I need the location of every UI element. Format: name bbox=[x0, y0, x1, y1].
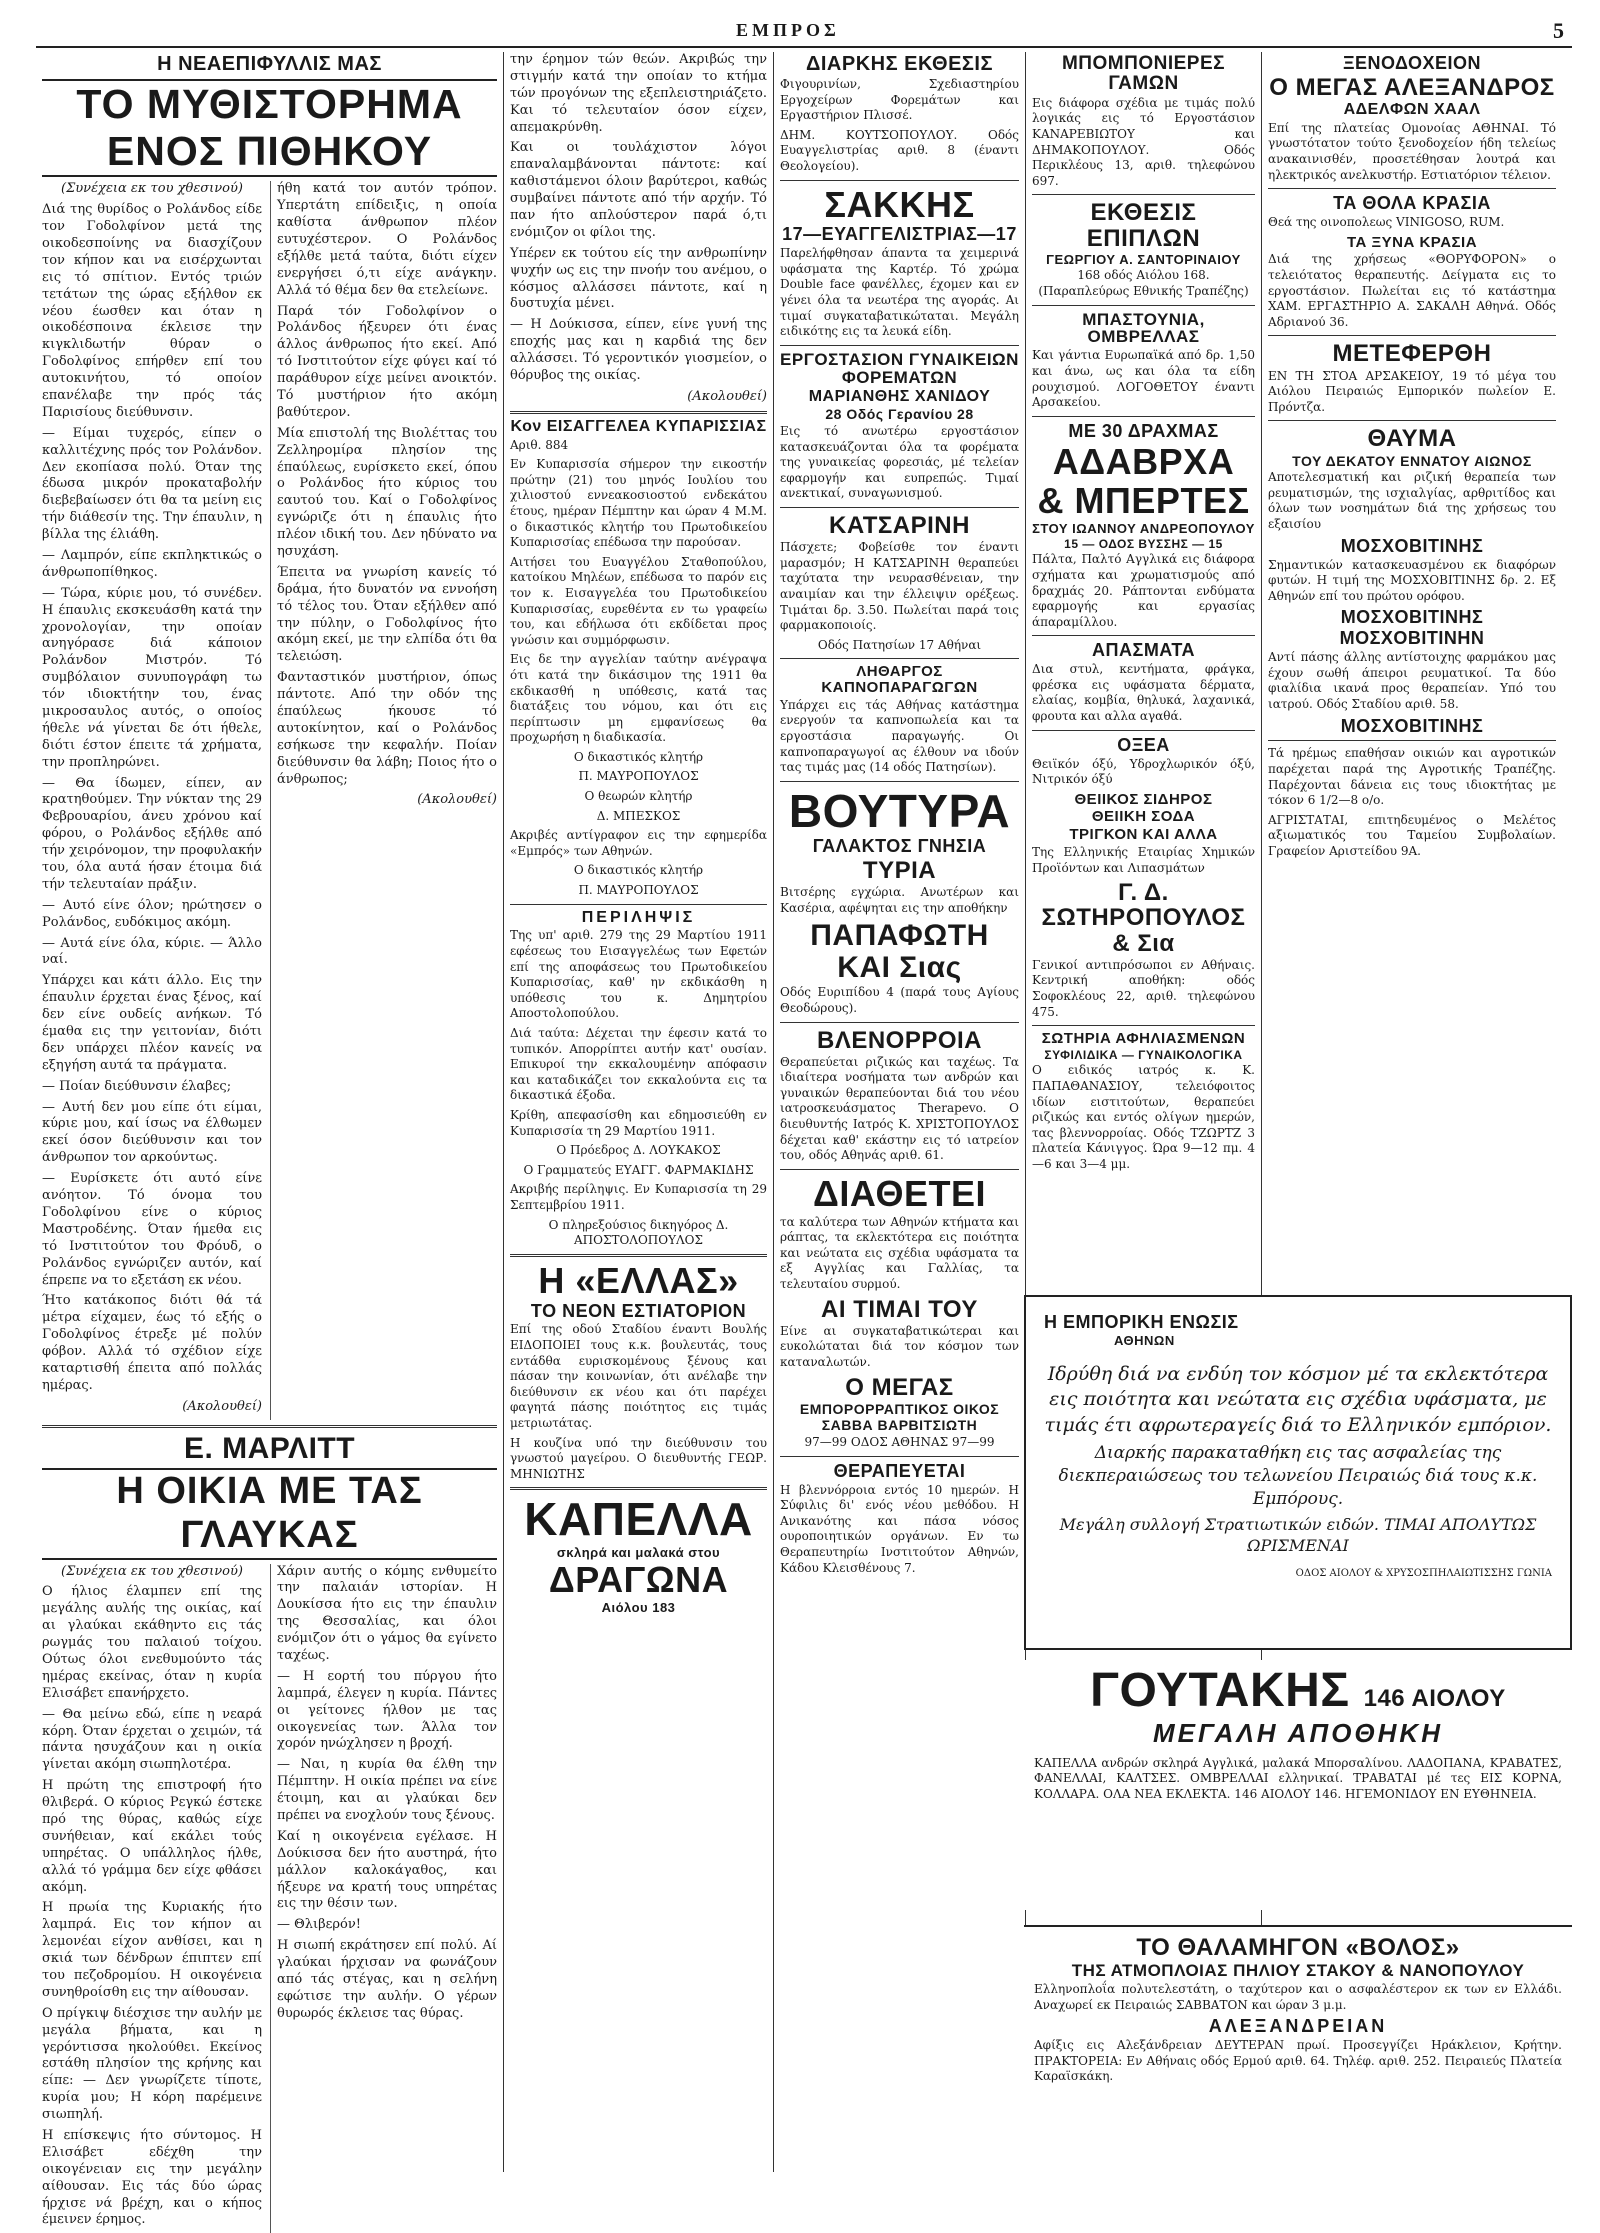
serial-paragraph: Η σιωπή εκράτησεν επί πολύ. Αί γλαύκαι ήρχισαν να φωνάζουν από τάς στέγας, και η σελήνη εφώτισε την αυλήν. Ο γέρων θυρωρός έκλεισε τας θύρας. bbox=[277, 1938, 497, 2022]
divider bbox=[780, 507, 1019, 508]
ad-text: Θεά της οινοπολεως VINIGOSO, RUM. bbox=[1268, 215, 1556, 231]
divider bbox=[510, 1254, 767, 1257]
ad-hats-subtitle: σκληρά και μαλακά στου bbox=[510, 1546, 767, 1560]
ad-heading: Ο ΜΕΓΑΣ bbox=[780, 1375, 1019, 1400]
ad-ellas-text: Επί της οδού Σταδίου έναντι Βουλής ΕΙΔΟΠΟΙΕΙ τους κ.κ. βουλευτάς, τους εντάδθα ευρισκομένους ξένους και πάσαν την κοινωνίαν, ότι ανέλαβε την διεύθυνσιν εκ νέου και ότι παρέχει φαγητά πάσης ποιότητος εις τιμάς μετριωτάτας. bbox=[510, 1322, 767, 1431]
divider bbox=[780, 781, 1019, 782]
section-heading: Η ΝΕΑΕΠΙΦΥΛΛΙΣ ΜΑΣ bbox=[42, 54, 497, 75]
ad-heading: ΔΙΑΡΚΗΣ ΕΚΘΕΣΙΣ bbox=[780, 54, 1019, 75]
divider bbox=[780, 345, 1019, 346]
ad-heading: ΑΙ ΤΙΜΑΙ ΤΟΥ bbox=[780, 1297, 1019, 1322]
divider bbox=[780, 658, 1019, 659]
divider bbox=[510, 1487, 767, 1490]
summary-paragraph: Διά ταύτα: Δέχεται την έφεσιν κατά το τυπικόν. Απορρίπτει αυτήν κατ' ουσίαν. Επικυροί την εκκαλουμένην απόφασιν και καταδικάζει τον εκκαλούντα εις τα δικαστικά έξοδα. bbox=[510, 1026, 767, 1104]
divider bbox=[1268, 335, 1556, 336]
ad-text: Η βλεννόρροια εντός 10 ημερών. Η Σύφιλις δι' ενός νέου μεθόδου. Η Ανικανότης και πάσα νόσος ουροποιητικών οργάνων. Εν τω Θεραπευτηρίω Ινστιτούτον Αθηνών, Κάδου Κλεισθένους 7. bbox=[780, 1483, 1019, 1577]
divider bbox=[780, 180, 1019, 181]
divider bbox=[1032, 305, 1255, 306]
summary-paragraph: Κρίθη, απεφασίσθη και εδημοσιεύθη εν Κυπαρισσία τη 29 Μαρτίου 1911. bbox=[510, 1108, 767, 1139]
ad-heading: ΣΑΚΚΗΣ bbox=[780, 186, 1019, 224]
notice-signature: Ακριβές αντίγραφον εις την εφημερίδα «Εμπρός» των Αθηνών. bbox=[510, 828, 767, 859]
ad-text: Ο ειδικός ιατρός κ. Κ. ΠΑΠΑΘΑΝΑΣΙΟΥ, τελειόφοιτος ιδίων ειστιτούτων, θεραπεύει ριζικώς και εντός ολίγων ημερών, τας βλεννορροίας. Οδός ΤΖΩΡΤΖ 3 πλατεία Κάνιγγος. Ώρα 9—12 πμ. 4—6 και 3—4 μμ. bbox=[1032, 1063, 1255, 1172]
ad-text: Επί της πλατείας Ομονοίας ΑΘΗΝΑΙ. Τό γνωστότατον τούτο ξενοδοχείον ήδη τελείως ανακαινισθέν, προσετέθησαν λουτρά και ηλεκτρικός ανελκυστήρ. Εστιατόριον τέλειον. bbox=[1268, 121, 1556, 183]
ad-heading: ΑΠΑΣΜΑΤΑ bbox=[1032, 641, 1255, 660]
serial-paragraph: Παρά τόν Γοδολφίνον ο Ρολάνδος ήξευρεν ότι ένας άλλος άνθρωπος ήτο εκεί. Από τό Ινστιτούτον είχε φύγει καί τό παράθυρον είχε μείνει ανοικτόν. Τό μυστήριον ήτο ακόμη βαθύτερον. bbox=[277, 304, 497, 422]
ad-subheading: ΣΥΦΙΛΙΔΙΚΑ — ΓΥΝΑΙΚΟΛΟΓΙΚΑ bbox=[1032, 1049, 1255, 1062]
notice-heading: Κον ΕΙΣΑΓΓΕΛΕΑ ΚΥΠΑΡΙΣΣΙΑΣ bbox=[510, 419, 767, 436]
ad-heading: ΔΙΑΘΕΤΕΙ bbox=[780, 1175, 1019, 1213]
serial-paragraph: Η πρώτη της επιστροφή ήτο θλιβερά. Ο κύριος Ρεγκώ έστεκε πρό της θύρας, καθώς είχε συνήθειαν, καί εκάλει τούς υπηρέτας. Ο υπάλληλος ήλθε, αλλά τό γράμμα δεν είχε φθάσει ακόμη. bbox=[42, 1778, 262, 1896]
serial-paragraph: — Θλιβερόν! bbox=[277, 1917, 497, 1934]
ad-subheading: ΘΕΙΙΚΟΣ ΣΙΔΗΡΟΣ bbox=[1032, 792, 1255, 808]
ad-text: Αποτελεσματική και ριζική θεραπεία των ρευματισμών, της ισχιαλγίας, αρθριτίδος και όλων των νοσημάτων διά της χρήσεως του εξαισίου bbox=[1268, 470, 1556, 532]
divider bbox=[42, 1425, 497, 1428]
ad-heading: ΜΠΑΣΤΟΥΝΙΑ, ΟΜΒΡΕΛΛΑΣ bbox=[1032, 311, 1255, 347]
ad-heading: ΚΑΤΣΑΡΙΝΗ bbox=[780, 513, 1019, 538]
ad-subheading: ΤΟΥ ΔΕΚΑΤΟΥ ΕΝΝΑΤΟΥ ΑΙΩΝΟΣ bbox=[1268, 454, 1556, 469]
ad-text: Οδός Πατησίων 17 Αθήναι bbox=[780, 638, 1019, 654]
serial-paragraph: Καί η οικογένεια εγέλασε. Η Δούκισσα δεν ήτο αυστηρά, ήτο μάλλον καλοκάγαθος, και ήξευρε να κρατή τους υπηρέτας εις την θέσιν των. bbox=[277, 1829, 497, 1913]
masthead-name: ΕΜΠΡΟΣ bbox=[736, 20, 840, 41]
ad-heading: ΞΕΝΟΔΟΧΕΙΟΝ bbox=[1268, 54, 1556, 73]
serial-paragraph: — Ναι, η κυρία θα έλθη την Πέμπτην. Η οικία πρέπει να είνε έτοιμη, και αι γλαύκαι δεν πρέπει να ενοχλούν τους ξένους. bbox=[277, 1757, 497, 1825]
ad-heading: ΣΩΤΗΡΙΑ ΑΦΗΛΙΑΣΜΕΝΩΝ bbox=[1032, 1031, 1255, 1047]
summary-signature: Ο Γραμματεύς ΕΥΑΓΓ. ΦΑΡΜΑΚΙΔΗΣ bbox=[510, 1163, 767, 1179]
divider bbox=[780, 1169, 1019, 1170]
serial-paragraph: — Αυτά είνε όλα, κύριε. — Άλλο ναί. bbox=[42, 936, 262, 970]
ad-heading: ΑΔΑΒΡΧΑ bbox=[1032, 443, 1255, 481]
serial-paragraph: Η επίσκεψις ήτο σύντομος. Η Ελισάβετ εδέχθη την οικογένειαν εις την μεγάλην αίθουσαν. Εις τάς δύο ώρας ήρχισε νά βρέχη, και ο κήπος έμεινεν έρημος. bbox=[42, 2128, 262, 2229]
ad-subheading: 15 — ΟΔΟΣ ΒΥΣΣΗΣ — 15 bbox=[1032, 538, 1255, 551]
serial2-body bbox=[42, 1564, 497, 2233]
summary-paragraph: Της υπ' αριθ. 279 της 29 Μαρτίου 1911 εφέσεως του Εισαγγελέως των Εφετών επί της αποφάσεως του Πρωτοδικείου Κυπαρισσίας, καθ' ην εκδικάσθη η υπόθεσις του κ. Δημητρίου Αποστολοπούλου. bbox=[510, 928, 767, 1022]
divider bbox=[1032, 194, 1255, 195]
ad-subheading: ΣΑΒΒΑ ΒΑΡΒΙΤΣΙΩΤΗ bbox=[780, 1418, 1019, 1433]
ad-text: Είνε αι συγκαταβατικώτεραι και ευκολώταται διά τον κόσμον των καταναλωτών. bbox=[780, 1324, 1019, 1371]
column-ads-1 bbox=[774, 52, 1026, 2172]
serial-paragraph: — Ποίαν διεύθυνσιν έλαβες; bbox=[42, 1079, 262, 1096]
ad-heading: ΠΑΠΑΦΩΤΗ ΚΑΙ Σιας bbox=[780, 920, 1019, 983]
ad-text: Παρελήφθησαν άπαντα τα χειμερινά υφάσματα της Καρτέρ. Τό χρώμα Double face φανέλλες, έχομεν και εν γένει όλα τα νεωτέρα της αγοράς. Αι τιμαί συγκαταβατικώταται. Μεγάλη ειδικότης εις τα λευκά είδη. bbox=[780, 246, 1019, 340]
notice-paragraph: Αιτήσει του Ευαγγέλου Σταθοπούλου, κατοίκου Μηλέων, επέδωσα το παρόν εις τον κ. Εισαγγελέα του Πρωτοδικείου Κυπαρισσίας, ευρεθέντα εν τω γραφείω του, και εδήλωσα ότι εκδίδεται προς γνώσιν και συμμόρφωσιν. bbox=[510, 555, 767, 649]
divider bbox=[1268, 188, 1556, 189]
ad-text: Εις διάφορα σχέδια με τιμάς πολύ λογικάς εις τό Εργοστάσιον ΚΑΝΑΡΕΒΙΩΤΟΥ και ΔΗΜΑΚΟΠΟΥΛΟΥ. Οδός Περικλέους 13, αριθ. τηλεφώνου 697. bbox=[1032, 96, 1255, 190]
article-paragraph: Υπέρεν εκ τούτου είς την ανθρωπίνην ψυχήν ως εις την πνοήν του ανέμου, ο κόσμος αλλάσσει πάντοτε, καί η δυστυχία μένει. bbox=[510, 246, 767, 314]
ad-text: 168 οδός Αιόλου 168. (Παραπλεύρως Εθνικής Τραπέζης) bbox=[1032, 268, 1255, 299]
ad-heading: ΤΟ ΘΑΛΑΜΗΓΟΝ «ΒΟΛΟΣ» bbox=[1034, 1935, 1562, 1960]
ad-heading: ΟΞΕΑ bbox=[1032, 736, 1255, 755]
to-be-continued: (Ακολουθεί) bbox=[510, 389, 767, 406]
ad-goutakis bbox=[1024, 1660, 1572, 1910]
serial-to-be-continued: (Ακολουθεί) bbox=[42, 1399, 262, 1416]
serial-paragraph: Ήτο κατάκοπος διότι θά τά μέτρα είχαμεν, έως τό εξής ο Γοδολφίνος έτρεξε μέ πολύν φόβον. Αλλά τό σχέδιον είχε καταρτισθή έπειτα από πολλάς ημέρας. bbox=[42, 1293, 262, 1394]
ad-subheading: ΜΕΓΑΛΗ ΑΠΟΘΗΚΗ bbox=[1034, 1720, 1562, 1747]
ad-text: Βιτσέρης εγχώρια. Ανωτέρων και Κασέρια, αφέψηται εις την αποθήκην bbox=[780, 885, 1019, 916]
ad-heading: ΘΕΡΑΠΕΥΕΤΑΙ bbox=[780, 1462, 1019, 1481]
ad-text: Της Ελληνικής Εταιρίας Χημικών Προϊόντων και Λιπασμάτων bbox=[1032, 845, 1255, 876]
ad-ellas-text: Η κουζίνα υπό την διεύθυνσιν του γνωστού μαγείρου. Ο διευθυντής ΓΕΩΡ. ΜΗΝΙΩΤΗΣ bbox=[510, 1436, 767, 1483]
ad-hats-address: Αιόλου 183 bbox=[510, 1601, 767, 1615]
divider bbox=[1032, 730, 1255, 731]
serial-paragraph: Διά της θυρίδος ο Ρολάνδος είδε τον Γοδολφίνον μετά της οικοδεσποίνης να διασχίζουν τον κήπον και να εισέρχωνται εις τό σπίτιον. Εντός τριών τετάτων της ώρας εξήλθον εκ νέου έωσθεν και όταν η οικοδέσποινα έκλεισε την κιγκλιδωτήν θύραν ο Γοδολφίνος επήρθεν επί του αυτοκινήτου, τό οποίον επανέλαβε την πρός τάς Παρισίους διεύθυνσιν. bbox=[42, 202, 262, 422]
serial2-author: Ε. ΜΑΡΛΙΤΤ bbox=[42, 1433, 497, 1465]
summary-heading: ΠΕΡΙΛΗΨΙΣ bbox=[510, 910, 767, 927]
ad-heading: Ο ΜΕΓΑΣ ΑΛΕΞΑΝΔΡΟΣ bbox=[1268, 75, 1556, 100]
summary-signature: Ο Πρόεδρος Δ. ΛΟΥΚΑΚΟΣ bbox=[510, 1143, 767, 1159]
ad-heading: ΜΟΣΧΟΒΙΤΙΝΗΝ bbox=[1268, 629, 1556, 648]
ad-subheading: 146 ΑΙΟΛΟΥ bbox=[1364, 1686, 1506, 1711]
ad-text: Ελληνοπλοΐα πολυτελεστάτη, ο ταχύτερον και ο ασφαλέστερον εκ των εν Ελλάδι. Αναχωρεί εκ Πειραιώς ΣΑΒΒΑΤΟΝ και ώραν 3 μ.μ. bbox=[1034, 1982, 1562, 2013]
article-paragraph: — Η Δούκισσα, είπεν, είνε γυνή της εποχής μας και η καρδιά της δεν αλλάσσει. Τό γεροντικόν γιοσμείον, ο θόρυβος της οικίας. bbox=[510, 317, 767, 385]
ad-text: Αντί πάσης άλλης αντίστοιχης φαρμάκου μας έχουν σωθή άπειροι ρευματικοί. Τα δύο φιαλίδια ικανά προς θεραπείαν. Υπό του ιατρού. Οδός Σταδίου αριθ. 58. bbox=[1268, 650, 1556, 712]
ad-text: Οδός Ευριπίδου 4 (παρά τους Αγίους Θεοδώρους). bbox=[780, 985, 1019, 1016]
serial-paragraph: Χάριν αυτής ο κόμης ενθυμείτο την παλαιάν ιστορίαν. Η Δουκίσσα ήτο εις την έπαυλιν της Θεσσαλίας, και όλοι ενόμιζον ότι ο γάμος θα εγίνετο ταχέως. bbox=[277, 1564, 497, 1665]
ad-heading: ΜΟΣΧΟΒΙΤΙΝΗΣ bbox=[1268, 608, 1556, 627]
ad-text: Φιγουρινίων, Σχεδιαστηρίου Εργοχείρων Φορεμάτων και Εργαστήριον Πλισσέ. bbox=[780, 77, 1019, 124]
ad-text: ΚΑΠΕΛΛΑ ανδρών σκληρά Αγγλικά, μαλακά Μπορσαλίνου. ΛΑΔΟΠΑΝΑ, ΚΡΑΒΑΤΕΣ, ΦΑΝΕΛΛΑΙ, ΚΑΛΤΣΕΣ. ΟΜΒΡΕΛΛΑΙ ελληνικαί. ΤΡΑΒΑΤΑΙ μέ τες ΕΙΣ ΚΟΡΝΑ, ΚΟΛΛΑΡΑ. ΟΛΑ ΝΕΑ ΕΚΛΕΚΤΑ. 146 ΑΙΟΛΟΥ 146. ΗΓΕΜΟΝΙΔΟΥ ΕΝ ΕΥΘΗΝΕΙΑ. bbox=[1034, 1756, 1562, 1803]
serial-paragraph: Υπάρχει και κάτι άλλο. Εις την έπαυλιν έρχεται ένας ξένος, καί δεν είνε ουδείς ανήκων. Τό έμαθα εις την γειτονίαν, διότι δεν υπάρχει πλέον κανείς να εξηγήση αυτά τα πράγματα. bbox=[42, 973, 262, 1074]
ad-heading: ΕΚΘΕΣΙΣ ΕΠΙΠΛΩΝ bbox=[1032, 200, 1255, 250]
ad-subheading: ΓΕΩΡΓΙΟΥ Α. ΣΑΝΤΟΡΙΝΑΙΟΥ bbox=[1032, 253, 1255, 267]
serial-paragraph: — Ευρίσκετε ότι αυτό είνε ανόητον. Τό όνομα του Γοδολφίνου είνε ο κύριος Μαστροδένης. Όταν ήμεθα εις τό Ινστιτούτον του Φρόυδ, ο Ρολάνδος εγνώριζεν αυτόν, καί έπρεπε να το εξετάση εκ νέου. bbox=[42, 1171, 262, 1289]
serial-paragraph: — Αυτή δεν μου είπε ότι είμαι, κύριε μου, καί ίσως να έλθωμεν εκεί όσον διεύθυνσιν και τον άνθρωπον τον αρκούντως. bbox=[42, 1100, 262, 1168]
notice-paragraph: Εν Κυπαρισσία σήμερον την εικοστήν πρώτην (21) του μηνός Ιουλίου του χιλιοστού εννεακοσιοστού ενδεκάτου έτους, ημέραν Πέμπτην και ώραν 4 Μ.Μ. ο δικαστικός κλητήρ του Πρωτοδικείου Κυπαρισσίας επέδωσα την παρούσαν. bbox=[510, 457, 767, 551]
serial-paragraph: — Θα ίδωμεν, είπεν, αν κρατηθούμεν. Την νύκταν της 29 Φεβρουαρίου, άνευ χρόνου καί φόρου, ο Ρολάνδος εξήλθε από τήν χειρόνομον, την προφυλακήν του, όλα αυτά ήσαν έτοιμα διά τήν τελευταίαν πράξιν. bbox=[42, 776, 262, 894]
divider bbox=[780, 1456, 1019, 1457]
ad-text: Διά της χρήσεως «ΘΟΡΥΦΟΡΟΝ» ο τελειότατος θεραπευτής. Δείγματα εις το εργοστάσιον. Πωλείται εις τό κατάστημα ΧΑΜ. ΕΡΓΑΣΤΗΡΙΟ Α. ΣΑΚΑΛΗ Αθηνά. Οδός Αδριανού 36. bbox=[1268, 252, 1556, 330]
notice-signature: Ο δικαστικός κλητήρ bbox=[510, 863, 767, 879]
masthead bbox=[36, 20, 1572, 48]
ad-subheading: ΓΑΛΑΚΤΟΣ ΓΝΗΣΙΑ bbox=[780, 837, 1019, 856]
ad-subheading: ΜΑΡΙΑΝΘΗΣ ΧΑΝΙΔΟΥ bbox=[780, 389, 1019, 406]
divider bbox=[780, 1022, 1019, 1023]
notice-signature: Π. ΜΑΥΡΟΠΟΥΛΟΣ bbox=[510, 883, 767, 899]
article-paragraph: Και οι τουλάχιστον λόγοι επαναλαμβάνονται πάντοτε: καί καθιστάμενοι όλοιν βαρύτεροι, καθώς συμβαίνει πάντοτε από τήν αρχήν. Τό παν ήτο απλούστερον παρά ό,τι ενόμιζον οι φίλοι της. bbox=[510, 140, 767, 241]
ad-text: Υπάρχει εις τάς Αθήνας κατάστημα ενεργούν τα καπνοπωλεία και τα εργοστάσια παραγωγής. Οι καπνοπαραγωγοί ας έλθουν να ιδούν τας τιμάς μας (14 οδός Πατησίων). bbox=[780, 698, 1019, 776]
ad-subheading: ΑΛΕΞΑΝΔΡΕΙΑΝ bbox=[1034, 2017, 1562, 2036]
ad-subheading: 17—ΕΥΑΓΓΕΛΙΣΤΡΙΑΣ—17 bbox=[780, 225, 1019, 244]
ad-text: ΑΓΡΙΣΤΑΤΑΙ, επιτηδευμένος ο Μελέτος αξιωματικός του Ταμείου Συμβολαίων. Γραφείον Αριστείδου 9Α. bbox=[1268, 813, 1556, 860]
ad-text: Γενικοί αντιπρόσωποι εν Αθήναις. Κεντρική αποθήκη: οδός Σοφοκλέους 22, αριθ. τηλεφώνου 475. bbox=[1032, 958, 1255, 1020]
ad-steamship-volos bbox=[1024, 1925, 1572, 2175]
ad-subheading: ΕΜΠΟΡΟΡΡΑΠΤΙΚΟΣ ΟΙΚΟΣ bbox=[780, 1402, 1019, 1417]
ad-subheading: ΤΑ ΞΥΝΑ ΚΡΑΣΙΑ bbox=[1268, 235, 1556, 251]
ad-heading: Γ. Δ. ΣΩΤΗΡΟΠΟΥΛΟΣ & Σια bbox=[1032, 880, 1255, 956]
ad-text: ΕΝ ΤΗ ΣΤΟΑ ΑΡΣΑΚΕΙΟΥ, 19 τό μέγα του Αιόλου Πειραιώς Εμπορικόν πωλείον Ε. Πρόντζα. bbox=[1268, 369, 1556, 416]
ad-hats-title: ΚΑΠΕΛΛΑ bbox=[510, 1495, 767, 1543]
ad-heading: ΜΠΟΜΠΟΝΙΕΡΕΣ ΓΑΜΩΝ bbox=[1032, 54, 1255, 94]
ad-subheading: 28 Οδός Γερανίου 28 bbox=[780, 407, 1019, 422]
article-paragraph: την έρημον τών θεών. Ακριβώς την στιγμήν κατά την οποίαν το κτήμα τών προγόνων της εξεπλειστηριάζετο. Και τό τελευταίον όσον είχεν, απεμακρύνθη. bbox=[510, 52, 767, 136]
summary-paragraph: Ακριβής περίληψις. Εν Κυπαρισσία τη 29 Σεπτεμβρίου 1911. bbox=[510, 1182, 767, 1213]
divider bbox=[510, 411, 767, 414]
ad-heading: ΛΗΘΑΡΓΟΣ ΚΑΠΝΟΠΑΡΑΓΩΓΩΝ bbox=[780, 664, 1019, 696]
divider bbox=[1268, 740, 1556, 741]
ad-heading: ΒΛΕΝΟΡΡΟΙΑ bbox=[780, 1028, 1019, 1053]
serial-continuation: (Συνέχεια εκ του χθεσινού) bbox=[42, 181, 262, 198]
ad-text: Ιδρύθη διά να ενδύη τον κόσμον μέ τα εκλεκτότερα εις ποιότητα και νεώτατα εις σχέδια υφάσματα, με τιμάς έτι αφρωτεραγείς διά το Ελληνικόν εμπόριον. bbox=[1044, 1362, 1552, 1439]
ad-text: Σημαντικών κατασκευασμένου εκ διαφόρων φυτών. Η τιμή της ΜΟΣΧΟΒΙΤΙΝΗΣ δρ. 2. Εξ Αθηνών επί του πρώτου ορόφου. bbox=[1268, 558, 1556, 605]
ad-text: Εις τό ανωτέρω εργοστάσιον κατασκευάζονται όλα τα φορέματα της γυναικείας φορεσιάς, μέ τελείαν εφαρμογήν και ευπρεπώς. Τιμαί ανεκτικαί, συναγωνισμού. bbox=[780, 424, 1019, 502]
ad-text: Μεγάλη συλλογή Στρατιωτικών ειδών. ΤΙΜΑΙ ΑΠΟΛΥΤΩΣ ΩΡΙΣΜΕΝΑΙ bbox=[1044, 1515, 1552, 1557]
ad-address: ΟΔΟΣ ΑΙΟΛΟΥ & ΧΡΥΣΟΣΠΗΛΑΙΩΤΙΣΣΗΣ ΓΩΝΙΑ bbox=[1044, 1567, 1552, 1580]
divider bbox=[1032, 635, 1255, 636]
ad-text: 97—99 ΟΔΟΣ ΑΘΗΝΑΣ 97—99 bbox=[780, 1435, 1019, 1451]
serial-paragraph: — Η εορτή του πύργου ήτο λαμπρά, έλεγεν η κυρία. Πάντες οι γείτονες ήλθον με τας οικογενείας των. Άλλα τον χορόν ηνώχλησεν η βροχή. bbox=[277, 1669, 497, 1753]
ad-subheading: ΑΘΗΝΩΝ bbox=[1044, 1334, 1552, 1348]
serial-paragraph: — Θα μείνω εδώ, είπε η νεαρά κόρη. Όταν έρχεται ο χειμών, τά πάντα ησυχάζουν και η οικία γίνεται ακόμη σιωπηλοτέρα. bbox=[42, 1707, 262, 1775]
serial-paragraph: Φανταστικόν μυστήριον, όπως πάντοτε. Από την οδόν της έπαύλεως ήκουσε τό αυτοκίνητον, καί ο Ρολάνδος εσήκωσε την κεφαλήν. Ποίαν διεύθυνσιν θα λάβη; Ποιος ήτο ο άνθρωπος; bbox=[277, 670, 497, 788]
serial2-title: Η ΟΙΚΙΑ ΜΕ ΤΑΣ ΓΛΑΥΚΑΣ bbox=[42, 1468, 497, 1559]
serial-to-be-continued: (Ακολουθεί) bbox=[277, 792, 497, 809]
ad-subheading: ΤΗΣ ΑΤΜΟΠΛΟΙΑΣ ΠΗΛΙΟΥ ΣΤΑΚΟΥ & ΝΑΝΟΠΟΥΛΟΥ bbox=[1034, 1962, 1562, 1980]
serial-title: ΤΟ ΜΥΘΙΣΤΟΡΗΜΑ ΕΝΟΣ ΠΙΘΗΚΟΥ bbox=[42, 79, 497, 177]
ad-text: Αφίξις εις Αλεξάνδρειαν ΔΕΥΤΕΡΑΝ πρωί. Προσεγγίζει Ηράκλειον, Κρήτην. ΠΡΑΚΤΟΡΕΙΑ: Εν Αθήναις οδός Ερμού αριθ. 64. Τηλέφ. αριθ. 252. Πειραιεύς Πλατεία Καραϊσκάκη. bbox=[1034, 2038, 1562, 2085]
divider bbox=[1032, 416, 1255, 417]
ad-text: τα καλύτερα των Αθηνών κτήματα και ράπτας, τα εκλεκτότερα εις ποιότητα και νεώτατα εις σχέδια υφάσματα τα εξ Αγγλίας και Γαλλίας, τα τελευταίου συρμού. bbox=[780, 1215, 1019, 1293]
ad-heading: ΜΕ 30 ΔΡΑΧΜΑΣ bbox=[1032, 422, 1255, 441]
summary-signature: Ο πληρεξούσιος δικηγόρος Δ. ΑΠΟΣΤΟΛΟΠΟΥΛΟΣ bbox=[510, 1218, 767, 1249]
ad-text: Δια στυλ, κεντήματα, φράγκα, φρέσκα εις υφάσματα δέρματα, ελαίας, κομβία, θηλυκά, λαχανικά, φρουτα και αλλα αγαθά. bbox=[1032, 662, 1255, 724]
notice-signature: Δ. ΜΠΕΣΚΟΣ bbox=[510, 809, 767, 825]
notice-signature: Ο θεωρών κλητήρ bbox=[510, 789, 767, 805]
column-notices bbox=[504, 52, 774, 2172]
ad-hats-shop: ΔΡΑΓΩΝΑ bbox=[510, 1561, 767, 1599]
ad-heading: ΘΑΥΜΑ bbox=[1268, 426, 1556, 451]
page-number: 5 bbox=[1553, 18, 1564, 44]
ad-text: Θειϊκόν όξύ, Υδροχλωρικόν όξύ, Νιτρικόν όξύ bbox=[1032, 757, 1255, 788]
notice-paragraph: Εις δε την αγγελίαν ταύτην ανέγραψα ότι κατά την δικάσιμον της 1911 θα εκδικασθή η υπόθεσις, κατά τας διατάξεις του νόμου, και ότι εις περίπτωσιν μη εμφανίσεως θα προχωρήση η διαδικασία. bbox=[510, 652, 767, 746]
ad-text: Πάσχετε; Φοβείσθε τον έναντι μαρασμόν; Η ΚΑΤΣΑΡΙΝΗ θεραπεύει ταχύτατα την νευρασθένειαν, την αναιμίαν και την έλλειψιν ορέξεως. Τιμάται δρ. 3.50. Πωλείται παρά τοις φαρμακοποιοίς. bbox=[780, 540, 1019, 634]
serial-paragraph: Ο πρίγκιψ διέσχισε την αυλήν με μεγάλα βήματα, και η γερόντισσα ηκολούθει. Εκείνος εστάθη πλησίον της κρήνης και είπε: — Δεν γνωρίζετε τίποτε, κυρία μου; Η κόρη παρέμεινε σιωπηλή. bbox=[42, 2006, 262, 2124]
notice-signature: Ο δικαστικός κλητήρ bbox=[510, 750, 767, 766]
serial-paragraph: — Λαμπρόν, είπε εκπληκτικώς ο άνθρωποπίθηκος. bbox=[42, 548, 262, 582]
ad-heading: ΜΟΣΧΟΒΙΤΙΝΗΣ bbox=[1268, 537, 1556, 556]
serial-paragraph: ήθη κατά τον αυτόν τρόπον. Υπερτάτη επίδειξις, η οποία καθίστα άνθρωπον πλέον ευτυχέστερον. Ο Ρολάνδος εξήλθε μετά ταύτα, διότι είχεν ενεργήσει ό,τι είχε ανάγκην. Αλλά τό θέμα δεν θα ετελείωνε. bbox=[277, 181, 497, 299]
ad-ellas-subtitle: ΤΟ ΝΕΟΝ ΕΣΤΙΑΤΟΡΙΟΝ bbox=[510, 1302, 767, 1321]
serial-body bbox=[42, 181, 497, 1419]
ad-heading: Η ΕΜΠΟΡΙΚΗ ΕΝΩΣΙΣ bbox=[1044, 1313, 1552, 1332]
ad-subheading: ΤΥΡΙΑ bbox=[780, 858, 1019, 883]
serial-paragraph: Έπειτα να γνωρίση κανείς τό δράμα, ήτο δυνατόν να εννοήση τό τέλος του. Όταν εξήλθεν από την πύλην, ο Γοδολφίνος ήτο ακόμη εκεί, με την ελπίδα ότι θα τελειώση. bbox=[277, 565, 497, 666]
ad-heading: ΤΑ ΘΟΛΑ ΚΡΑΣΙΑ bbox=[1268, 194, 1556, 213]
ad-heading: & ΜΠΕΡΤΕΣ bbox=[1032, 482, 1255, 520]
ad-heading: ΓΟΥΤΑΚΗΣ bbox=[1090, 1666, 1349, 1716]
serial-paragraph: Μία επιστολή της Βιολέττας του Ζελληρομίρα πλησίον της έπαύλεως, ευρίσκετο εκεί, όπου ο Ρολάνδος ήτο κύριος του εαυτού του. Καί ο Γοδολφίνος εγνώριζε ότι η έπαυλις ήτο πλέον ιδική του. Δεν ηδύνατο να ησυχάση. bbox=[277, 426, 497, 561]
serial-paragraph: — Αυτό είνε όλον; ηρώτησεν ο Ρολάνδος, ευδόκιμος ακόμη. bbox=[42, 898, 262, 932]
column-feuilleton bbox=[36, 52, 504, 2172]
ad-subheading: ΣΤΟΥ ΙΩΑΝΝΟΥ ΑΝΔΡΕΟΠΟΥΛΟΥ bbox=[1032, 522, 1255, 536]
ad-text: Πάλτα, Παλτό Αγγλικά εις διάφορα σχήματα και χρωματισμούς από δραχμάς 20. Ράπτονται ενδύματα εφαρμογής και εργασίας άπαραμίλλου. bbox=[1032, 552, 1255, 630]
ad-subheading: ΘΕΙΙΚΗ ΣΟΔΑ bbox=[1032, 809, 1255, 825]
divider bbox=[510, 904, 767, 905]
ad-text: Τά ηρέμως επαθήσαν οικιών και αγροτικών παρέχεται παρά της Αγροτικής Τραπέζης. Παρέχονται δάνεια εις τους ιδιοκτήτας με τόκον 6 1/2—8 ο/ο. bbox=[1268, 746, 1556, 808]
ad-ellas-title: Η «ΕΛΛΑΣ» bbox=[510, 1262, 767, 1300]
ad-text: Διαρκής παρακαταθήκη εις τας ασφαλείας της διεκπεραιώσεως του τελωνείου Πειραιώς διά τους κ.κ. Εμπόρους. bbox=[1044, 1442, 1552, 1511]
ad-text: Και γάντια Ευρωπαϊκά από δρ. 1,50 και άνω, ως και όλα τα είδη ρουχισμού. ΛΟΓΟΘΕΤΟΥ έναντι Αρσακείου. bbox=[1032, 348, 1255, 410]
divider bbox=[1032, 1025, 1255, 1026]
serial-continuation: (Συνέχεια εκ του χθεσινού) bbox=[42, 1564, 262, 1581]
ad-heading: ΜΕΤΕΦΕΡΘΗ bbox=[1268, 341, 1556, 366]
notice-number: Αριθ. 884 bbox=[510, 438, 767, 454]
serial-paragraph: — Είμαι τυχερός, είπεν ο καλλιτέχνης πρός τον Ρολάνδον. Δεν εκοπίασα πολύ. Όταν της έδωσα μικρόν προκαταβολήν διεβεβαίωσεν ότι θα τα μείνη εις τήν διάθεσίν της. Την έπαυλιν, η βίλλα της έλιάθη. bbox=[42, 426, 262, 544]
ad-frame-commercial-union bbox=[1024, 1295, 1572, 1650]
divider bbox=[1268, 420, 1556, 421]
ad-text: ΔΗΜ. ΚΟΥΤΣΟΠΟΥΛΟΥ. Οδός Ευαγγελιστρίας αριθ. 8 (έναντι Θεολογείου). bbox=[780, 128, 1019, 175]
ad-heading: ΒΟΥΤΥΡΑ bbox=[780, 787, 1019, 835]
notice-signature: Π. ΜΑΥΡΟΠΟΥΛΟΣ bbox=[510, 769, 767, 785]
ad-subheading: ΤΡΙΓΚΟΝ ΚΑΙ ΑΛΛΑ bbox=[1032, 827, 1255, 843]
serial-paragraph: — Τώρα, κύριε μου, τό συνέδεν. Η έπαυλις εκσκευάσθη κατά την χρονολογίαν, την οποίαν ανηγόρασε διά κάποιον Ρολάνδον Μιστρόν. Τό συμβόλαιον συνυπογράφη τω τόν ιδιοκτήτην του, ένας μικροσαυλος αυτός, ο οποίος ήθελε νά γίνεται δε ότι ήθελε, διότι έστον έπειτε τά χρήματα, την προπληρώνει. bbox=[42, 586, 262, 772]
ad-heading: ΜΟΣΧΟΒΙΤΙΝΗΣ bbox=[1268, 717, 1556, 736]
ad-subheading: ΑΔΕΛΦΩΝ ΧΑΑΛ bbox=[1268, 102, 1556, 119]
serial-paragraph: Ο ήλιος έλαμπεν επί της μεγάλης αυλής της οικίας, καί αι γλαύκαι εκάθηντο εις τάς ρωγμάς του παλαιού τοίχου. Ούτως όλοι ενεθυμούντο τάς ημέρας εκείνας, όταν η κυρία Ελισάβετ επανήρχετο. bbox=[42, 1584, 262, 1702]
ad-heading: ΕΡΓΟΣΤΑΣΙΟΝ ΓΥΝΑΙΚΕΙΩΝ ΦΟΡΕΜΑΤΩΝ bbox=[780, 351, 1019, 387]
serial-paragraph: Η πρωία της Κυριακής ήτο λαμπρά. Εις τον κήπον αι λεμονέαι είχον ανθίσει, και η σκιά των δένδρων έπιπτεν επί του πεζοδρομίου. Η οικογένεια συνηθροίσθη εις την αίθουσαν. bbox=[42, 1900, 262, 2001]
ad-text: Θεραπεύεται ριζικώς και ταχέως. Τα ιδιαίτερα νοσήματα των ανδρών και γυναικών θεραπεύονται διά του νέου ιατροσκευάσματος Therapevo. Ο διευθυντής Ιατρός Κ. ΧΡΙΣΤΟΠΟΥΛΟΣ δέχεται καθ' εκάστην εις τό ιατρείον του, οδός Αθηνάς αριθ. 61. bbox=[780, 1055, 1019, 1164]
